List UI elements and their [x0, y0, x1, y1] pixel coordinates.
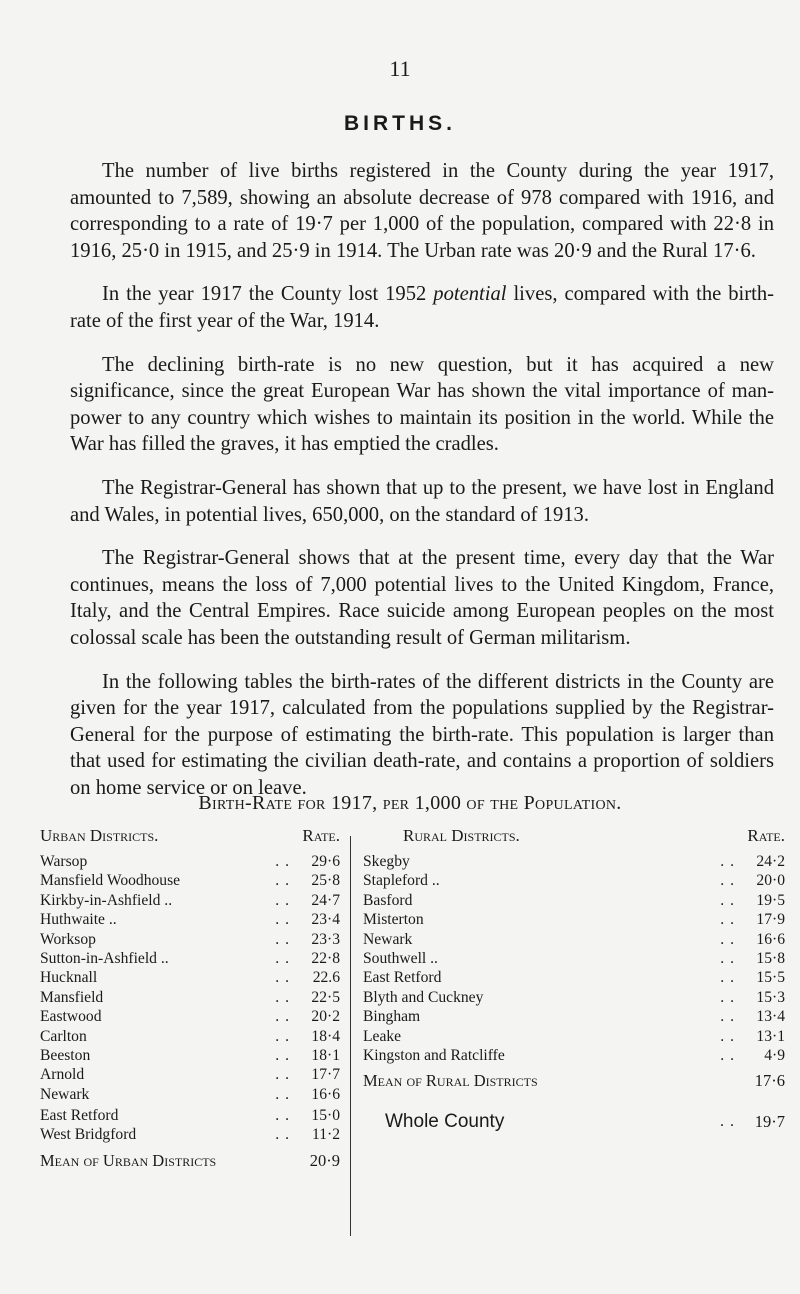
table-row: . . Skegby 24·2: [363, 853, 785, 870]
urban-header: [40, 826, 340, 852]
table-row: . . Kingston and Ratcliffe 4·9: [363, 1046, 785, 1064]
table-row: . . Warsop 29·6: [40, 853, 340, 870]
table-row: . . Kirkby-in-Ashfield .. 24·7: [40, 891, 340, 909]
urban-mean-rate: 20·9: [309, 1150, 340, 1170]
section-heading: BIRTHS.: [344, 112, 456, 135]
table-row: . . Mansfield 22·5: [40, 988, 340, 1006]
table-row: . . Beeston 18·1: [40, 1046, 340, 1064]
table-row: . . Hucknall 22.6: [40, 969, 340, 987]
table-row: . . Mansfield Woodhouse 25·8: [40, 872, 340, 890]
rural-header-name: Rural Districts.: [403, 826, 520, 845]
table-row: . . Blyth and Cuckney 15·3: [363, 988, 785, 1006]
table-title: Birth-Rate for 1917, per 1,000 of the Population.: [198, 792, 622, 814]
table-row: . . West Bridgford 11·2: [40, 1126, 340, 1144]
rural-mean-label: Mean of Rural Districts: [363, 1071, 538, 1091]
table-row: . . Bingham 13·4: [363, 1008, 785, 1026]
urban-header-rate: Rate.: [302, 826, 340, 845]
urban-header-name: Urban Districts.: [40, 826, 159, 845]
birth-rate-tables: [40, 826, 785, 1246]
urban-mean-row: [40, 1149, 340, 1173]
table-row: . . Southwell .. 15·8: [363, 949, 785, 967]
rural-header-rate: Rate.: [747, 826, 785, 845]
table-row: . . Huthwaite .. 23·4: [40, 911, 340, 929]
body-text: [70, 158, 774, 818]
rural-mean-row: [363, 1069, 785, 1093]
rural-header: [363, 826, 785, 852]
table-row: . . Stapleford .. 20·0: [363, 872, 785, 890]
table-row: . . Misterton 17·9: [363, 911, 785, 929]
table-row: . . Worksop 23·3: [40, 930, 340, 948]
table-row: . . Newark 16·6: [363, 930, 785, 948]
urban-mean-label: Mean of Urban Districts: [40, 1150, 217, 1170]
table-row: . . Eastwood 20·2: [40, 1008, 340, 1026]
urban-districts-table: [40, 826, 340, 1173]
rural-mean-rate: 17·6: [754, 1071, 785, 1091]
table-row: . . Arnold 17·7: [40, 1066, 340, 1084]
paragraph-3: The declining birth-rate is no new question, but it has acquired a new significance, since the great European War has shown the vital importance of man-power to any country which wishes to maintain its position in the world. While the War has filled the graves, it has emptied the cradles.: [70, 353, 774, 456]
emphasis-potential: potential: [433, 283, 507, 306]
whole-county-label: Whole County: [385, 1111, 505, 1133]
table-row: . . Leake 13·1: [363, 1027, 785, 1045]
paragraph-5: The Registrar-General shows that at the present time, every day that the War continues, means the loss of 7,000 potential lives to the United Kingdom, France, Italy, and the Central Empires. Race suicide among European peoples on the most colossal scale has been the outstanding result of German militarism.: [70, 547, 774, 649]
table-row: . . Newark 16·6: [40, 1085, 340, 1103]
table-row: . . Sutton-in-Ashfield .. 22·8: [40, 949, 340, 967]
table-row: . . East Retford 15·0: [40, 1107, 340, 1125]
table-row: . . East Retford 15·5: [363, 969, 785, 987]
paragraph-4: The Registrar-General has shown that up to the present, we have lost in England and Wales, in potential lives, 650,000, on the standard of 1913.: [70, 476, 774, 526]
whole-county-rate: 19·7: [754, 1112, 785, 1132]
table-row: . . Basford 19·5: [363, 891, 785, 909]
table-row: . . Carlton 18·4: [40, 1027, 340, 1045]
column-divider: [350, 836, 351, 1236]
whole-county-row: Whole County . . 19·7: [363, 1107, 785, 1137]
page-number: 11: [389, 56, 411, 81]
rural-districts-table: [363, 826, 785, 1137]
paragraph-6: In the following tables the birth-rates of the different districts in the County are given for the year 1917, calculated from the populations supplied by the Registrar-General for the purpose of estimating the birth-rate. This population is larger than that used for estimating the civilian death-rate, and contains a proportion of soldiers on home service or on leave.: [70, 670, 774, 799]
paragraph-2: In the year 1917 the County lost 1952 potential lives, compared with the birth-rate of the first year of the War, 1914.: [70, 283, 775, 332]
paragraph-1: The number of live births registered in the County during the year 1917, amounted to 7,589, showing an absolute decrease of 978 compared with 1916, and corresponding to a rate of 19·7 per 1,000 of the population, compared with 22·8 in 1916, 25·0 in 1915, and 25·9 in 1914. The Urban rate was 20·9 and the Rural 17·6.: [70, 160, 774, 262]
